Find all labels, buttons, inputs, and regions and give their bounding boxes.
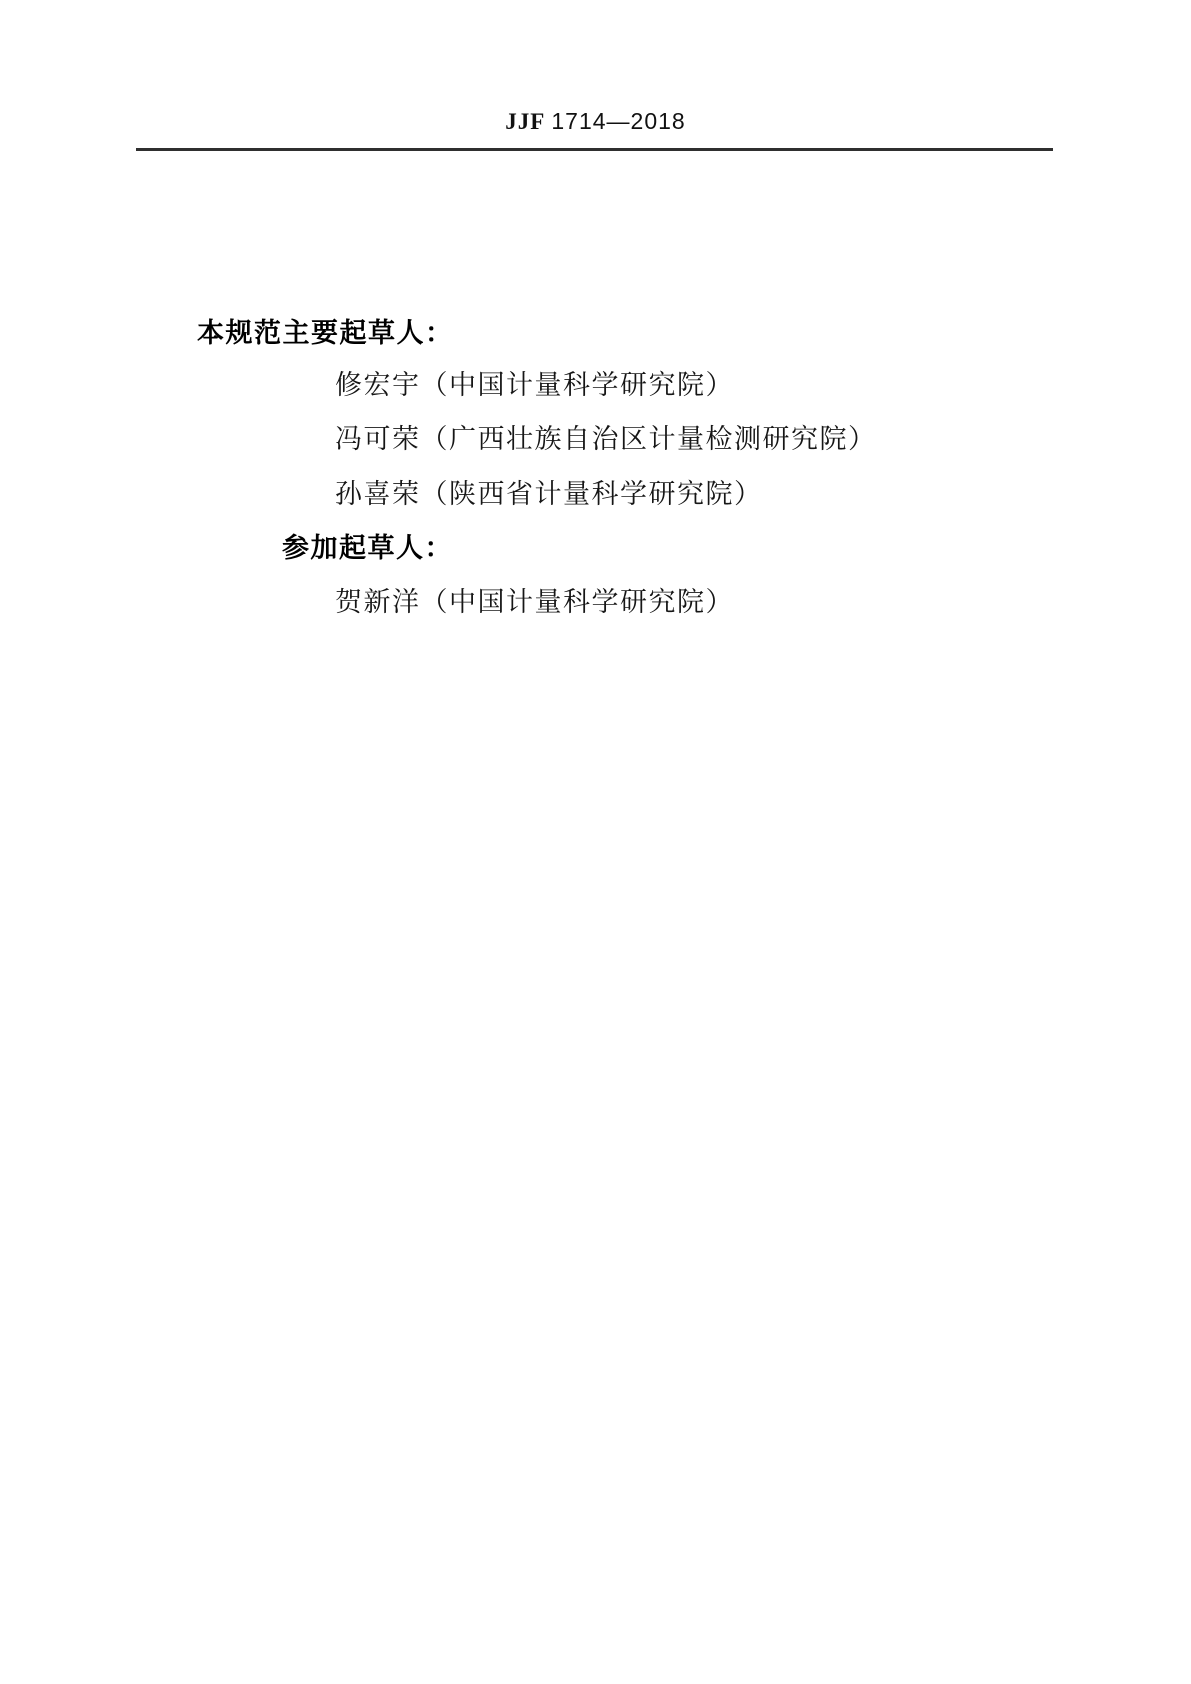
main-drafter-line: 修宏宇（中国计量科学研究院） (335, 370, 734, 400)
page-header (0, 108, 1191, 135)
standard-code-number: 1714—2018 (551, 108, 686, 134)
header-rule (136, 148, 1053, 151)
main-drafters-heading: 本规范主要起草人： (197, 318, 454, 348)
main-drafter-line: 孙喜荣（陕西省计量科学研究院） (335, 479, 763, 509)
main-drafter-line: 冯可荣（广西壮族自治区计量检测研究院） (335, 424, 877, 454)
standard-code-label: JJF (505, 109, 546, 134)
participating-drafter-line: 贺新洋（中国计量科学研究院） (335, 587, 734, 617)
participating-drafters-heading: 参加起草人： (282, 533, 453, 563)
